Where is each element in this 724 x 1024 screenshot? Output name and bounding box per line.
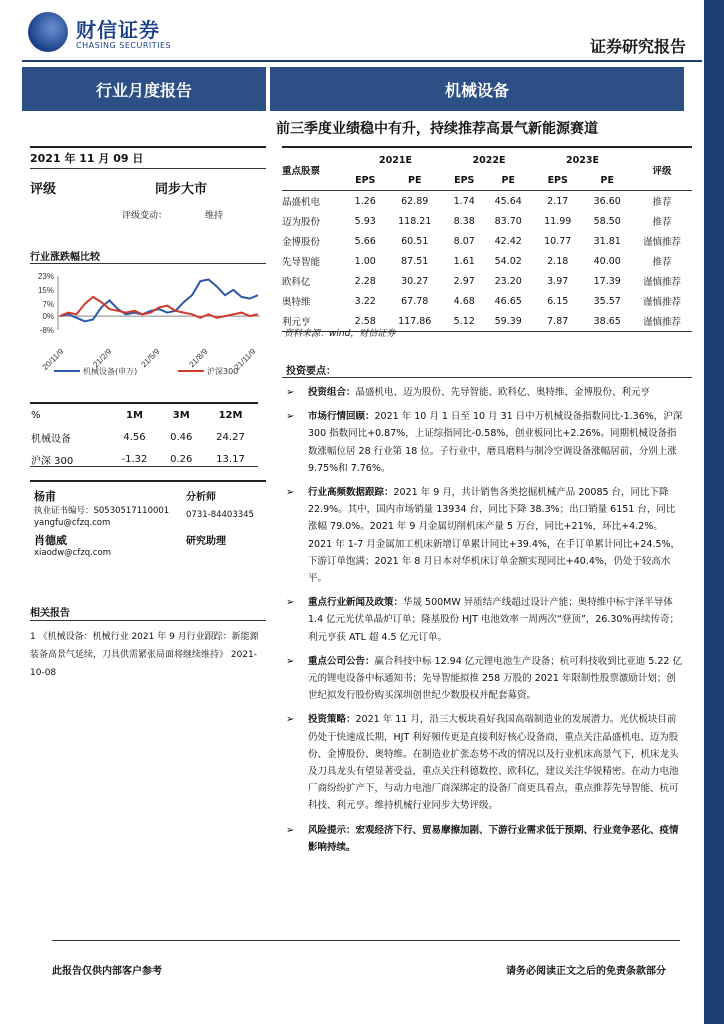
stock-value: 1.26	[354, 195, 376, 207]
stock-value: 1.00	[354, 255, 376, 267]
logo-name: 财信证券	[76, 18, 160, 42]
bullet-portfolio: ➢ 投资组合：晶盛机电、迈为股份、先导智能、欧科亿、奥特维、金博股份、利元亨	[286, 384, 684, 401]
arrow-icon: ➢	[286, 387, 295, 398]
stock-value: 62.89	[401, 195, 429, 207]
report-date: 2021 年 11 月 09 日	[30, 152, 144, 165]
sub-header: PE	[600, 174, 614, 186]
perf-header-cell: 1M	[125, 409, 143, 421]
stock-value: 83.70	[494, 215, 522, 227]
perf-cell: -1.32	[121, 453, 148, 465]
stock-rating: 谨慎推荐	[642, 317, 681, 328]
analyst-2-email[interactable]: xiaodw@cfzq.com	[34, 548, 112, 558]
stock-name: 金博股份	[282, 237, 321, 248]
stock-value: 67.78	[401, 295, 429, 307]
analyst-1-phone: 0731-84403345	[186, 510, 254, 520]
stock-rating: 谨慎推荐	[642, 297, 681, 308]
stock-row	[282, 271, 692, 291]
year-header: 2022E	[472, 154, 506, 166]
left-top-rule	[30, 146, 266, 148]
stock-value: 118.21	[398, 215, 432, 227]
footer-rule	[52, 940, 680, 941]
legend-label: 机械设备(申万)	[83, 367, 138, 376]
perf-header-cell: %	[31, 409, 41, 421]
stock-value: 5.66	[354, 235, 376, 247]
rating-change-label: 评级变动：	[122, 211, 168, 221]
document-type: 证券研究报告	[589, 37, 686, 56]
perf-cell: 4.56	[123, 431, 146, 443]
logo-subtitle: CHASING SECURITIES	[76, 41, 172, 50]
bullet-risk: ➢ 风险提示：宏观经济下行、贸易摩擦加剧、下游行业需求低于预期、行业竞争恶化、疫情影响持续。	[286, 822, 684, 856]
stock-value: 59.39	[494, 315, 522, 327]
stock-row	[282, 211, 692, 231]
x-tick-label: 21/8/9	[187, 347, 210, 370]
perf-cell: 机械设备	[31, 433, 71, 445]
arrow-icon: ➢	[286, 411, 295, 423]
sub-header: EPS	[547, 174, 568, 186]
key-stocks-table	[282, 150, 692, 332]
stock-value: 17.39	[593, 275, 621, 287]
stock-rating: 推荐	[652, 257, 672, 268]
stock-value: 6.15	[547, 295, 569, 307]
arrow-icon: ➢	[286, 655, 295, 667]
perf-cell: 24.27	[216, 431, 245, 443]
related-reports-title: 相关报告	[30, 608, 70, 619]
stock-value: 36.60	[593, 195, 621, 207]
stock-value: 42.42	[494, 235, 522, 247]
stock-name: 奥特维	[282, 297, 311, 308]
stock-value: 38.65	[593, 315, 621, 327]
stock-value: 5.93	[354, 215, 376, 227]
stock-row	[282, 291, 692, 311]
stock-name: 利元亨	[282, 317, 311, 328]
perf-cell: 沪深 300	[31, 455, 74, 467]
analyst-2-name: 肖德威	[34, 534, 67, 547]
stock-rating: 谨慎推荐	[642, 277, 681, 288]
stock-header-row	[282, 150, 692, 170]
perf-cell: 13.17	[216, 453, 245, 465]
chart-title-rule	[30, 263, 266, 264]
stock-row	[282, 191, 692, 212]
stock-value: 2.17	[547, 195, 569, 207]
stock-value: 2.97	[453, 275, 475, 287]
footer-left-text: 此报告仅供内部客户参考	[52, 966, 162, 977]
stock-value: 40.00	[593, 255, 621, 267]
arrow-icon: ➢	[286, 487, 295, 499]
investment-title: 投资要点：	[286, 366, 336, 377]
y-tick-label: 15%	[37, 285, 54, 295]
sub-header: PE	[501, 174, 515, 186]
stock-value: 2.18	[547, 255, 569, 267]
date-rule	[30, 168, 266, 169]
chart-title: 行业涨跌幅比较	[30, 252, 100, 263]
analyst-1-cert: 执业证书编号：S0530517110001	[34, 506, 170, 516]
perf-row	[30, 426, 258, 448]
stock-value: 8.38	[453, 215, 475, 227]
report-headline: 前三季度业绩稳中有升，持续推荐高景气新能源赛道	[276, 121, 598, 137]
stock-rating: 推荐	[652, 197, 672, 208]
stock-value: 1.61	[453, 255, 475, 267]
stock-value: 23.20	[494, 275, 522, 287]
perf-cell: 0.46	[170, 431, 193, 443]
stock-name: 先导智能	[282, 257, 321, 268]
bullet-high-freq-data: ➢ 行业高频数据跟踪：2021 年 9 月，共计销售各类挖掘机械产品 20085 台，同比下降 22.9%。其中，国内市场销量 13934 台，同比下降 38.3%；出口销量 6151 台，同比涨幅 79.0%。2021 年 9 月金属切削机床产量 5 万台，同比+21%，环比+4.2%。2021 年 1-7 月金属加工机床新增订单累计同比+39.4%，在手订单累计同比+24.5%，下游订单饱满；2021 年 8 月日本对华机床订单金额实现同比+40.4%，仍处于较高水平。	[286, 484, 684, 587]
industry-chart	[30, 268, 266, 384]
stock-value: 11.99	[544, 215, 572, 227]
stock-value: 60.51	[401, 235, 429, 247]
arrow-icon: ➢	[286, 597, 295, 609]
stock-value: 35.57	[593, 295, 621, 307]
perf-header-cell: 3M	[172, 409, 190, 421]
stock-value: 3.22	[354, 295, 376, 307]
report-type-band: 行业月度报告	[22, 67, 266, 111]
y-tick-label: 7%	[42, 299, 54, 309]
related-report-item[interactable]: 1 《机械设备：机械行业 2021 年 9 月行业跟踪：新能源装备高景气延续，刀具供需紧张局面将继续维持》 2021-10-08	[30, 632, 259, 678]
rating-change-value: 维持	[205, 211, 224, 221]
perf-header-cell: 12M	[218, 409, 243, 421]
arrow-icon: ➢	[286, 714, 295, 726]
y-tick-label: 0%	[42, 312, 54, 322]
stock-value: 4.68	[453, 295, 475, 307]
stock-value: 1.74	[453, 195, 475, 207]
analyst-top-rule	[30, 480, 266, 482]
rating-col-header: 评级	[652, 166, 672, 177]
stock-row	[282, 251, 692, 271]
bullet-company-announcements: ➢ 重点公司公告：赢合科技中标 12.94 亿元锂电池生产设备；杭可科技收到比亚迪 5.22 亿元的锂电设备中标通知书；先导智能拟推 258 万股的 2021 年限制性股票激励计划；创世纪拟发行股份购买深圳创世纪少数股权并配套募资。	[286, 653, 684, 705]
stock-name: 晶盛机电	[282, 197, 321, 208]
analyst-1-name: 杨甫	[34, 490, 56, 503]
stock-value: 45.64	[494, 195, 522, 207]
perf-cell: 0.26	[170, 453, 193, 465]
stock-value: 31.81	[593, 235, 621, 247]
stock-name: 欧科亿	[282, 277, 311, 288]
logo-icon	[28, 12, 68, 52]
year-header: 2021E	[379, 154, 412, 166]
stock-name: 迈为股份	[282, 217, 321, 228]
stock-value: 2.28	[354, 275, 376, 287]
header-divider	[22, 60, 702, 62]
stock-value: 10.77	[544, 235, 572, 247]
y-tick-label: 23%	[37, 272, 54, 281]
stock-value: 3.97	[547, 275, 569, 287]
arrow-icon: ➢	[286, 824, 295, 836]
data-source: 资料来源：wind，财信证券	[284, 329, 396, 339]
footer-right-text: 请务必阅读正文之后的免责条款部分	[506, 966, 666, 977]
perf-bottom-rule	[30, 466, 258, 467]
sub-header: PE	[408, 174, 422, 186]
bullet-market-review: ➢ 市场行情回顾：2021 年 10 月 1 日至 10 月 31 日中万机械设备指数同比-1.36%，沪深 300 指数同比+0.87%，上证综指同比-0.58%，创业板同比+2.26%。同期机械设备指数涨幅位居 28 行业第 18 位。子行业中，磨具磨料与制冷空调设备涨幅居前，分别上涨 9.75%和 7.76%。	[286, 408, 684, 477]
stock-top-rule	[282, 146, 692, 148]
stock-value: 5.12	[453, 315, 475, 327]
x-tick-label: 21/2/9	[91, 347, 114, 370]
x-tick-label: 21/11/9	[232, 347, 258, 372]
related-rule	[30, 620, 266, 621]
performance-table	[30, 404, 258, 470]
analyst-1-email[interactable]: yangfu@cfzq.com	[34, 518, 111, 528]
perf-header-row	[30, 404, 258, 426]
stock-value: 58.50	[593, 215, 621, 227]
stock-rating: 推荐	[652, 217, 672, 228]
industry-band: 机械设备	[270, 67, 684, 111]
stock-value: 8.07	[453, 235, 475, 247]
stock-value: 2.58	[354, 315, 376, 327]
stock-value: 54.02	[494, 255, 522, 267]
stock-row	[282, 231, 692, 251]
sub-header: EPS	[355, 174, 376, 186]
stock-value: 30.27	[401, 275, 429, 287]
stock-col-header: 重点股票	[282, 166, 321, 177]
x-tick-label: 21/5/9	[139, 347, 162, 370]
year-header: 2023E	[566, 154, 599, 166]
x-tick-label: 20/11/9	[40, 347, 66, 372]
series-line-1	[60, 297, 258, 318]
sub-header: EPS	[454, 174, 475, 186]
analyst-1-role: 分析师	[186, 492, 216, 503]
rating-value: 同步大市	[155, 182, 208, 197]
stock-rating: 谨慎推荐	[642, 237, 681, 248]
legend-label: 沪深300	[207, 367, 239, 376]
investment-points	[286, 384, 684, 863]
stock-value: 87.51	[401, 255, 429, 267]
investment-rule	[282, 377, 692, 378]
right-edge-bar	[704, 0, 724, 1024]
y-tick-label: -8%	[39, 326, 54, 335]
analyst-2-role: 研究助理	[186, 536, 226, 547]
rating-label: 评级	[30, 182, 57, 197]
stock-value: 7.87	[547, 315, 569, 327]
bullet-industry-news: ➢ 重点行业新闻及政策：华晟 500MW 异质结产线超过设计产能；奥特维中标宇泽半导体 1.4 亿元光伏单晶炉订单；隆基股份 HJT 电池效率一周两次“登顶”，26.30%再续传奇；利元亨获 ATL 超 4.5 亿元订单。	[286, 594, 684, 646]
stock-value: 117.86	[398, 315, 432, 327]
stock-value: 46.65	[494, 295, 522, 307]
bullet-investment-strategy: ➢ 投资策略：2021 年 11 月，沿三大板块看好我国高端制造业的发展潜力。光伏板块目前仍处于快速成长期，HJT 利好頻传更是直接利好核心设备商，重点关注晶盛机电、迈为股份、金博股份、奥特维。在制造业扩张态势不改的情况以及行业机床高景气下，机床龙头及刀具龙头有望显著受益，重点关注科德数控、欧科亿，建议关注华锐精密。在动力电池厂商纷纷扩产下，与动力电池厂商深绑定的设备厂商更具看点，重点推荐先导智能、杭可科技、利元亨。维持机械行业同步大势评级。	[286, 711, 684, 814]
